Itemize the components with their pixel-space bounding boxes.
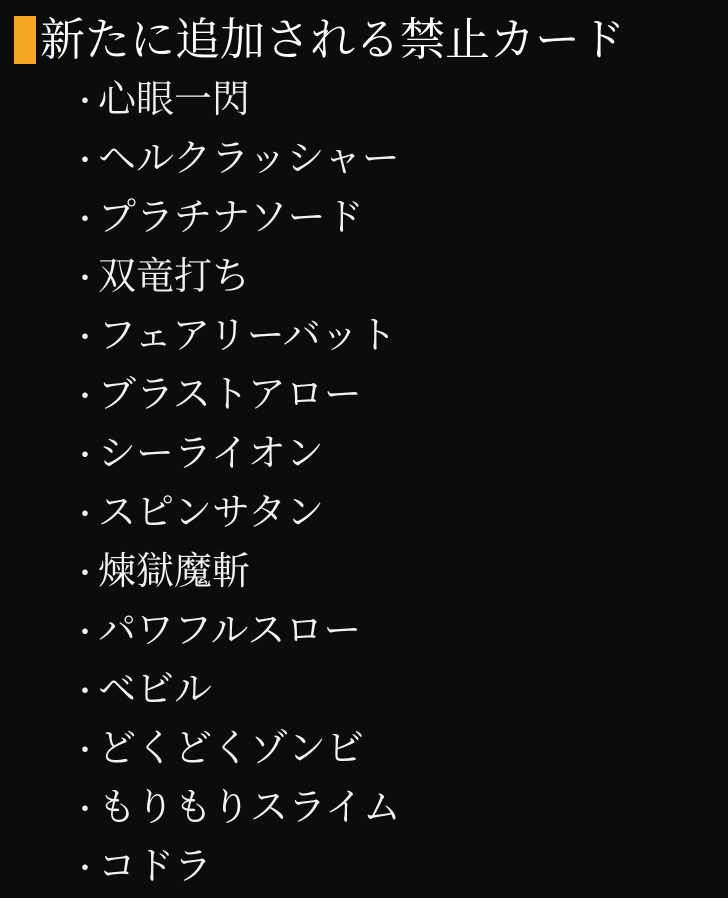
list-item: [70, 426, 728, 485]
list-item: [70, 544, 728, 603]
list-item-label: ヘルクラッシャー: [98, 138, 400, 180]
list-item-label: コドラ: [98, 846, 213, 888]
list-item-label: フェアリーバット: [98, 315, 397, 357]
list-item-label: スピンサタン: [98, 492, 325, 534]
list-item-label: 双竜打ち: [98, 256, 251, 298]
bullet-icon: ・: [70, 794, 100, 827]
bullet-icon: ・: [70, 86, 100, 119]
list-item-label: ベビル: [98, 669, 213, 711]
list-item: [70, 131, 728, 190]
list-item: [70, 308, 728, 367]
bullet-icon: ・: [70, 263, 100, 296]
bullet-icon: ・: [70, 735, 100, 768]
bullet-icon: ・: [70, 204, 100, 237]
list-item-label: プラチナソード: [98, 197, 364, 239]
list-item-label: もりもりスライム: [98, 787, 401, 829]
bullet-icon: ・: [70, 381, 100, 414]
list-item: [70, 485, 728, 544]
list-item: [70, 839, 728, 898]
bullet-icon: ・: [70, 440, 100, 473]
list-item: [70, 603, 728, 662]
page-title: 新たに追加される禁止カード: [40, 14, 626, 65]
heading-marker-icon: [14, 16, 36, 64]
list-item: [70, 190, 728, 249]
list-item-label: 煉獄魔斬: [98, 551, 251, 593]
bullet-icon: ・: [70, 558, 100, 591]
banned-card-list: [0, 72, 728, 898]
bullet-icon: ・: [70, 322, 100, 355]
list-item-label: どくどくゾンビ: [98, 728, 365, 770]
bullet-icon: ・: [70, 676, 100, 709]
list-item-label: シーライオン: [98, 433, 324, 475]
list-item: [70, 780, 728, 839]
list-item: [70, 662, 728, 721]
list-item: [70, 367, 728, 426]
list-item-label: パワフルスロー: [98, 610, 362, 652]
bullet-icon: ・: [70, 499, 100, 532]
list-item-label: ブラストアロー: [98, 374, 362, 416]
section-heading: [0, 14, 728, 66]
bullet-icon: ・: [70, 617, 100, 650]
list-item-label: 心眼一閃: [98, 79, 251, 121]
list-item: [70, 249, 728, 308]
bullet-icon: ・: [70, 853, 100, 886]
list-item: [70, 721, 728, 780]
bullet-icon: ・: [70, 145, 100, 178]
list-item: [70, 72, 728, 131]
